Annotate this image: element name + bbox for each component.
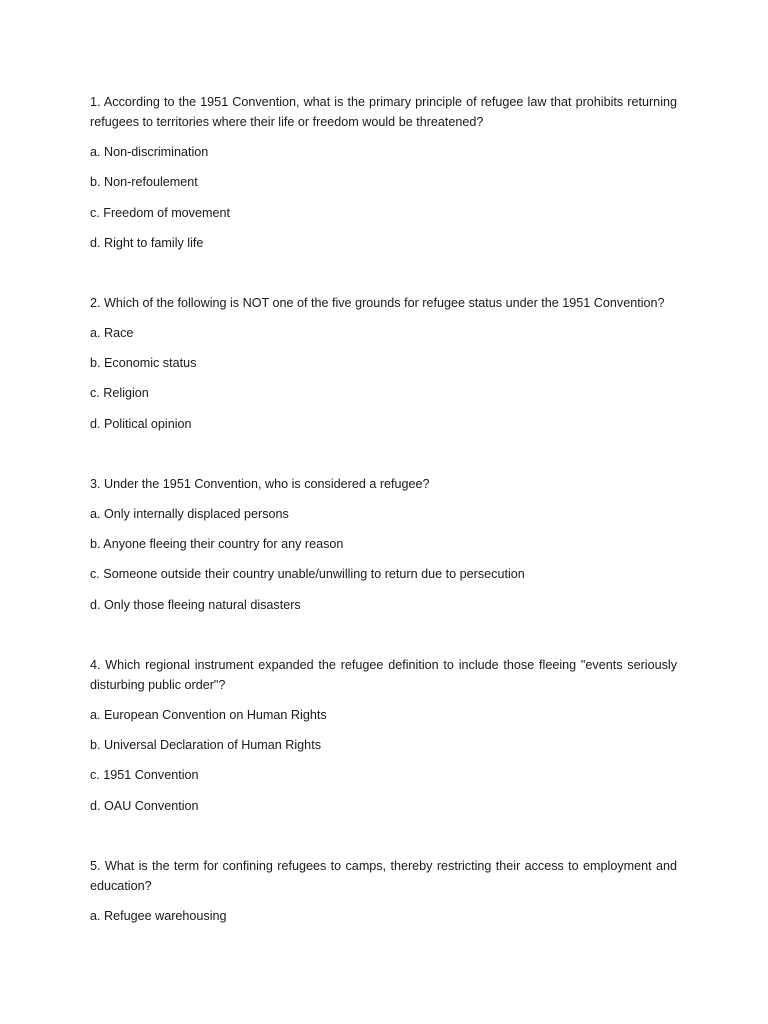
question-text: 1. According to the 1951 Convention, what is the primary principle of refugee law that prohibits returning refugees to territories where their life or freedom would be threatened? bbox=[90, 95, 677, 129]
question-1 bbox=[90, 92, 677, 253]
question-text: 3. Under the 1951 Convention, who is considered a refugee? bbox=[90, 476, 430, 491]
answer-option: b. Economic status bbox=[90, 356, 197, 371]
answer-option: a. Only internally displaced persons bbox=[90, 506, 289, 521]
answer-option: b. Anyone fleeing their country for any reason bbox=[90, 537, 344, 552]
answer-option: c. Someone outside their country unable/unwilling to return due to persecution bbox=[90, 567, 525, 582]
answer-option: d. Only those fleeing natural disasters bbox=[90, 597, 301, 612]
answer-option: b. Non-refoulement bbox=[90, 175, 198, 190]
question-2 bbox=[90, 293, 677, 434]
question-text: 4. Which regional instrument expanded the refugee definition to include those fleeing "events seriously disturbing public order"? bbox=[90, 657, 677, 692]
answer-option: c. 1951 Convention bbox=[90, 768, 199, 783]
question-text: 5. What is the term for confining refugees to camps, thereby restricting their access to employment and education? bbox=[90, 858, 677, 893]
question-5 bbox=[90, 856, 677, 926]
question-text: 2. Which of the following is NOT one of the five grounds for refugee status under the 1951 Convention? bbox=[90, 295, 665, 310]
answer-option: c. Religion bbox=[90, 386, 149, 401]
question-3 bbox=[90, 474, 677, 615]
answer-option: d. OAU Convention bbox=[90, 798, 199, 813]
document-page bbox=[90, 92, 677, 966]
answer-option: a. Refugee warehousing bbox=[90, 908, 227, 923]
answer-option: d. Political opinion bbox=[90, 416, 192, 431]
answer-option: a. Non-discrimination bbox=[90, 145, 209, 159]
answer-option: d. Right to family life bbox=[90, 235, 204, 250]
answer-option: a. European Convention on Human Rights bbox=[90, 707, 327, 722]
answer-option: a. Race bbox=[90, 325, 134, 340]
answer-option: c. Freedom of movement bbox=[90, 205, 230, 220]
question-4 bbox=[90, 655, 677, 816]
answer-option: b. Universal Declaration of Human Rights bbox=[90, 737, 321, 752]
